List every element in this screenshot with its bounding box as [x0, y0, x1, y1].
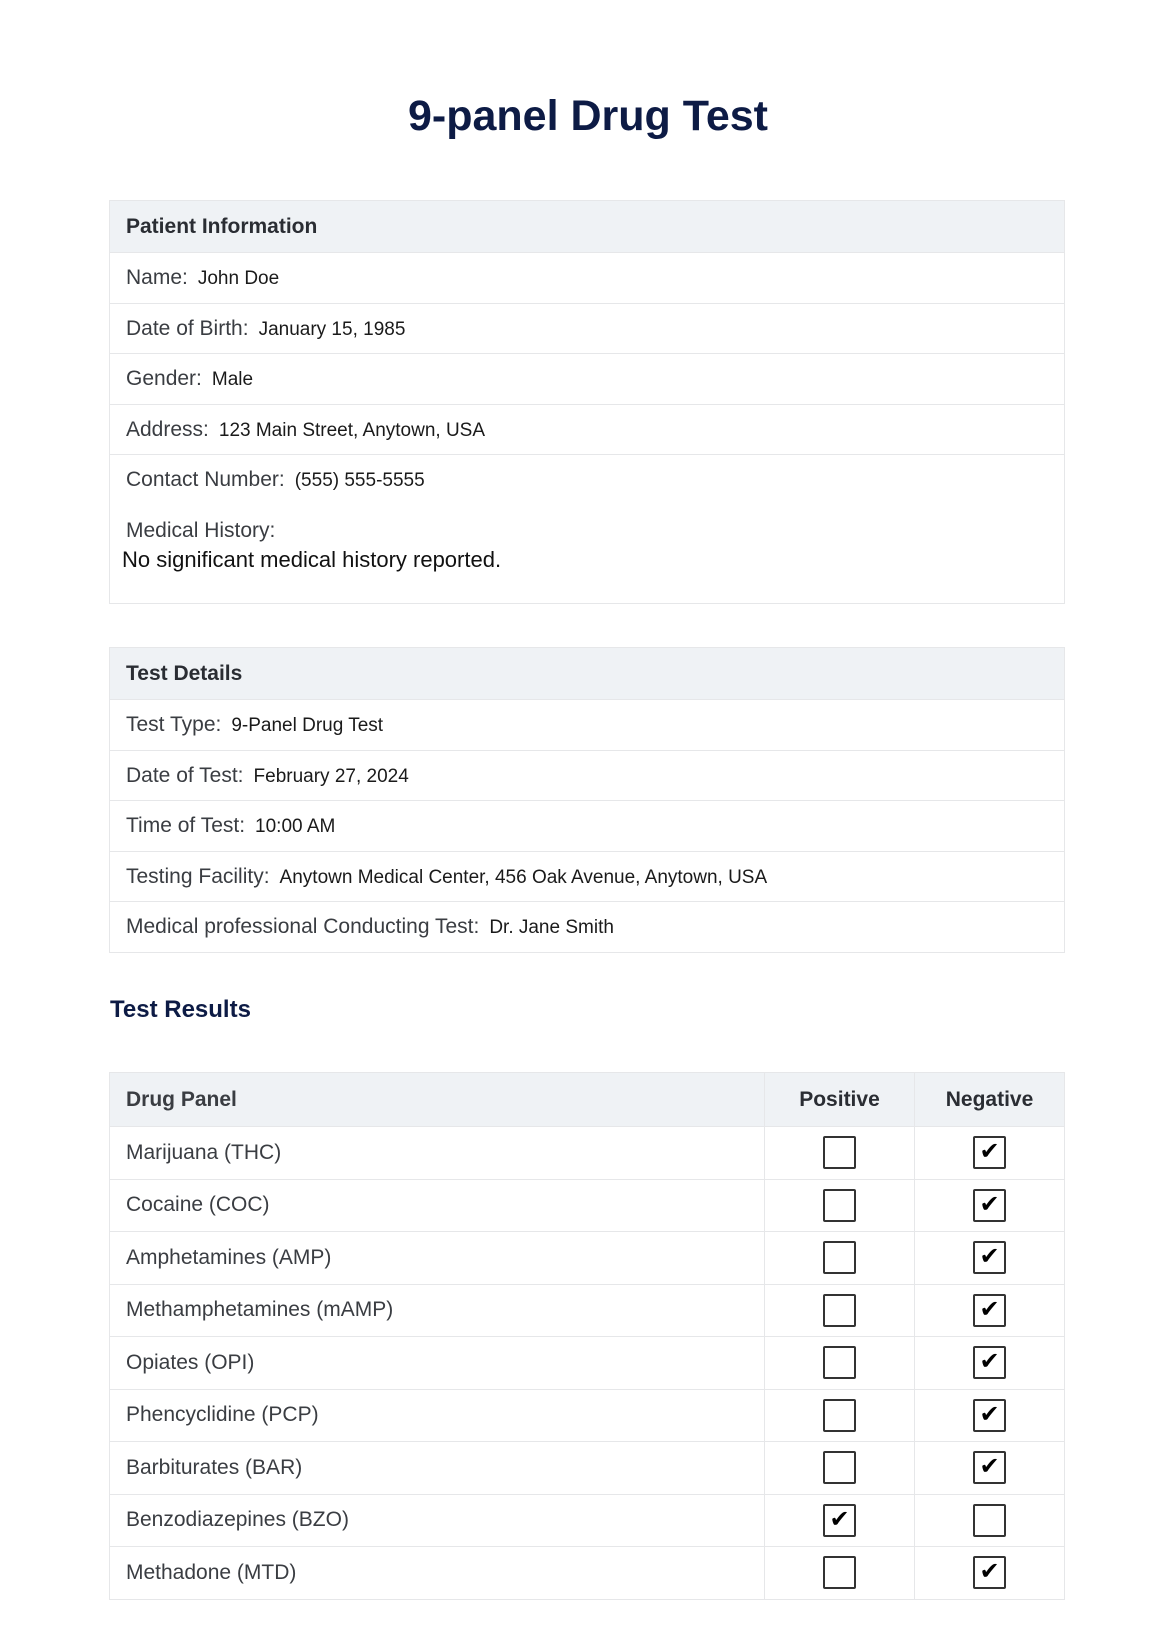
field-label: Name: [126, 266, 188, 289]
checkmark-icon: ✔ [979, 1400, 1000, 1428]
negative-checkbox[interactable] [973, 1399, 1006, 1432]
checkmark-icon: ✔ [979, 1348, 1000, 1376]
field-label: Medical professional Conducting Test: [126, 915, 480, 938]
drug-name: Amphetamines (AMP) [110, 1232, 765, 1285]
field-value: (555) 555-5555 [294, 470, 425, 491]
medical-history-row [110, 505, 1064, 603]
info-row [110, 253, 1064, 304]
section-heading: Test Details [110, 648, 1064, 700]
checkmark-icon: ✔ [829, 1505, 850, 1533]
test-results-heading: Test Results [110, 996, 251, 1023]
checkmark-icon: ✔ [979, 1558, 1000, 1586]
field-value: 9-Panel Drug Test [231, 715, 384, 736]
info-row [110, 852, 1064, 903]
checkmark-icon: ✔ [979, 1243, 1000, 1271]
info-row [110, 455, 1064, 505]
drug-name: Methadone (MTD) [110, 1547, 765, 1600]
field-value: No significant medical history reported. [122, 546, 502, 572]
negative-checkbox[interactable] [973, 1556, 1006, 1589]
drug-name: Marijuana (THC) [110, 1127, 765, 1180]
field-value: Male [211, 369, 254, 390]
field-label: Date of Birth: [126, 316, 249, 340]
checkmark-icon: ✔ [979, 1453, 1000, 1481]
negative-checkbox[interactable] [973, 1136, 1006, 1169]
drug-name: Phencyclidine (PCP) [110, 1389, 765, 1442]
column-header-positive: Positive [765, 1073, 915, 1127]
positive-checkbox[interactable] [823, 1399, 856, 1432]
info-row [110, 304, 1064, 355]
results-table [109, 1072, 1065, 1600]
test-details-section [109, 647, 1065, 953]
negative-checkbox[interactable] [973, 1451, 1006, 1484]
info-row [110, 751, 1064, 802]
checkmark-icon: ✔ [979, 1138, 1000, 1166]
field-value: 123 Main Street, Anytown, USA [218, 419, 486, 441]
positive-checkbox[interactable] [823, 1241, 856, 1274]
field-value: Dr. Jane Smith [489, 917, 614, 938]
table-row [110, 1284, 1065, 1337]
field-label: Testing Facility: [126, 864, 270, 888]
positive-checkbox[interactable] [823, 1136, 856, 1169]
field-value: Anytown Medical Center, 456 Oak Avenue, Anytown, USA [279, 866, 768, 888]
table-row [110, 1179, 1065, 1232]
field-label: Test Type: [126, 713, 222, 736]
field-label: Address: [126, 417, 209, 441]
negative-checkbox[interactable] [973, 1346, 1006, 1379]
drug-name: Cocaine (COC) [110, 1179, 765, 1232]
negative-checkbox[interactable] [973, 1504, 1006, 1537]
section-heading: Patient Information [110, 201, 1064, 253]
field-label: Gender: [126, 367, 202, 390]
table-row [110, 1127, 1065, 1180]
table-row [110, 1337, 1065, 1390]
info-row [110, 354, 1064, 405]
positive-checkbox[interactable] [823, 1294, 856, 1327]
drug-name: Barbiturates (BAR) [110, 1442, 765, 1495]
negative-checkbox[interactable] [973, 1294, 1006, 1327]
field-value: John Doe [197, 268, 280, 289]
table-row [110, 1442, 1065, 1495]
field-value: February 27, 2024 [253, 765, 409, 787]
negative-checkbox[interactable] [973, 1241, 1006, 1274]
column-header-drug-panel: Drug Panel [110, 1073, 765, 1127]
table-row [110, 1232, 1065, 1285]
field-value: 10:00 AM [255, 816, 336, 837]
page-title: 9-panel Drug Test [408, 92, 768, 140]
positive-checkbox[interactable] [823, 1189, 856, 1222]
patient-information-section [109, 200, 1065, 604]
table-row [110, 1547, 1065, 1600]
positive-checkbox[interactable] [823, 1504, 856, 1537]
table-row [110, 1494, 1065, 1547]
checkmark-icon: ✔ [979, 1295, 1000, 1323]
positive-checkbox[interactable] [823, 1346, 856, 1379]
field-value: January 15, 1985 [258, 318, 406, 340]
info-row [110, 700, 1064, 751]
field-label: Time of Test: [126, 814, 246, 837]
column-header-negative: Negative [915, 1073, 1065, 1127]
info-row [110, 801, 1064, 852]
info-row [110, 902, 1064, 952]
drug-name: Methamphetamines (mAMP) [110, 1284, 765, 1337]
field-label: Date of Test: [126, 763, 244, 787]
checkmark-icon: ✔ [979, 1190, 1000, 1218]
drug-name: Benzodiazepines (BZO) [110, 1494, 765, 1547]
field-label: Contact Number: [126, 468, 285, 491]
positive-checkbox[interactable] [823, 1556, 856, 1589]
positive-checkbox[interactable] [823, 1451, 856, 1484]
table-row [110, 1389, 1065, 1442]
negative-checkbox[interactable] [973, 1189, 1006, 1222]
field-label: Medical History: [126, 518, 276, 542]
drug-name: Opiates (OPI) [110, 1337, 765, 1390]
info-row [110, 405, 1064, 456]
